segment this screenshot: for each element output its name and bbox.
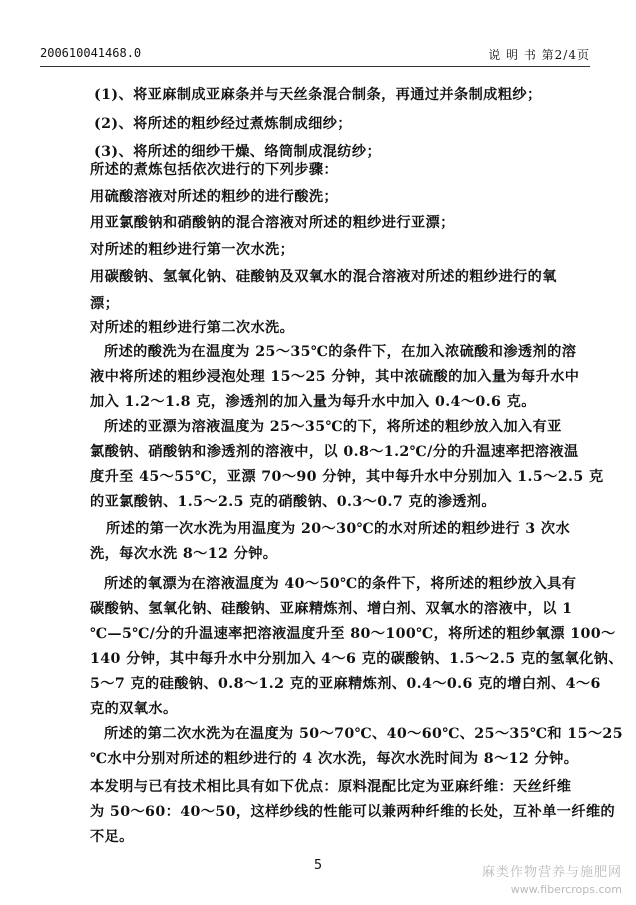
text-line: (1)、将亚麻制成亚麻条并与天丝条混合制条，再通过并条制成粗纱； (94, 87, 542, 103)
text-line: 不足。 (90, 829, 134, 845)
text-line: 所述的第二次水洗为在温度为 50～70℃、40～60℃、25～35℃和 15～25 (104, 726, 623, 742)
text-line: 克的双氧水。 (90, 701, 178, 717)
text-line: ℃—5℃/分的升温速率把溶液温度升至 80～100℃，将所述的粗纱氧漂 100～ (90, 626, 616, 642)
text-line: 加入 1.2～1.8 克，渗透剂的加入量为每升水中加入 0.4～0.6 克。 (90, 394, 536, 410)
site-watermark (472, 861, 622, 899)
text-line: 洗，每次水洗 8～12 分钟。 (90, 546, 278, 562)
page-label: 第2/4页 (541, 48, 590, 62)
text-line: 漂； (90, 296, 120, 312)
text-line: 碳酸钠、氢氧化钠、硅酸钠、亚麻精炼剂、增白剂、双氧水的溶液中，以 1 (90, 601, 573, 617)
watermark-site-name: 麻类作物营养与施肥网 (481, 865, 622, 880)
text-line: 为 50～60：40～50，这样纱线的性能可以兼两种纤维的长处，互补单一纤维的 (90, 804, 616, 820)
text-line: (3)、将所述的细纱干燥、络筒制成混纺纱； (94, 144, 382, 160)
patent-number: 200610041468.0 (40, 46, 142, 60)
text-line: 用硫酸溶液对所述的粗纱的进行酸洗； (90, 189, 338, 205)
text-line: 5～7 克的硅酸钠、0.8～1.2 克的亚麻精炼剂、0.4～0.6 克的增白剂、4～6 (90, 676, 601, 692)
text-line: 对所述的粗纱进行第二次水洗。 (90, 320, 295, 336)
page-number: 5 (313, 858, 323, 873)
text-line: 所述的煮炼包括依次进行的下列步骤： (90, 162, 338, 178)
text-line: 所述的酸洗为在温度为 25～35℃的条件下，在加入浓硫酸和渗透剂的溶 (104, 344, 577, 360)
text-line: 用亚氯酸钠和硝酸钠的混合溶液对所述的粗纱进行亚漂； (90, 215, 455, 231)
text-line: 所述的氧漂为在溶液温度为 40～50℃的条件下，将所述的粗纱放入具有 (104, 576, 577, 592)
text-line: 对所述的粗纱进行第一次水洗； (90, 242, 295, 258)
doc-type: 说 明 书 (488, 48, 537, 62)
text-line: ℃水中分别对所述的粗纱进行的 4 次水洗，每次水洗时间为 8～12 分钟。 (90, 751, 579, 767)
text-line: (2)、将所述的粗纱经过煮炼制成细纱； (94, 116, 352, 132)
text-line: 本发明与已有技术相比具有如下优点：原料混配比定为亚麻纤维：天丝纤维 (90, 779, 572, 795)
text-line: 度升至 45～55℃，亚漂 70～90 分钟，其中每升水中分别加入 1.5～2.5 克 (90, 469, 604, 485)
text-line: 用碳酸钠、氢氧化钠、硅酸钠及双氧水的混合溶液对所述的粗纱进行的氧 (90, 269, 557, 285)
text-line: 140 分钟，其中每升水中分别加入 4～6 克的碳酸钠、1.5～2.5 克的氢氧化钠、 (90, 651, 623, 667)
watermark-site-url: www.fibercrops.com (510, 883, 622, 896)
text-line: 的亚氯酸钠、1.5～2.5 克的硝酸钠、0.3～0.7 克的渗透剂。 (90, 494, 496, 510)
text-line: 液中将所述的粗纱浸泡处理 15～25 分钟，其中浓硫酸的加入量为每升水中 (90, 369, 580, 385)
text-line: 氯酸钠、硝酸钠和渗透剂的溶液中，以 0.8～1.2℃/分的升温速率把溶液温 (90, 444, 579, 460)
text-line: 所述的第一次水洗为用温度为 20～30℃的水对所述的粗纱进行 3 次水 (106, 521, 571, 537)
text-line: 所述的亚漂为溶液温度为 25～35℃的下，将所述的粗纱放入加入有亚 (104, 419, 562, 435)
